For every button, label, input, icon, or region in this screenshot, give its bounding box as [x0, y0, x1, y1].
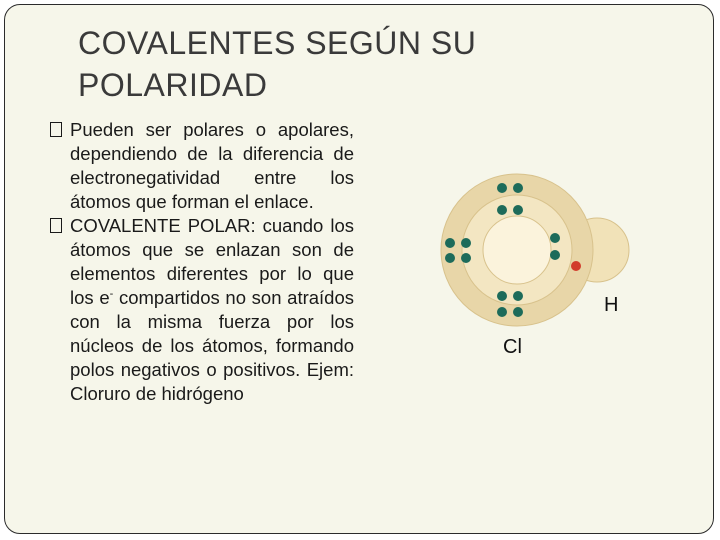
electron-dot [497, 307, 507, 317]
title-line-1: COVALENTES SEGÚN SU [78, 25, 477, 61]
hydrogen-label: H [604, 294, 619, 316]
electron-dot [497, 183, 507, 193]
bullet-marker-icon [50, 218, 62, 233]
hydrogen-electron-dot [571, 261, 581, 271]
electron-charge-superscript: - [109, 287, 114, 300]
bullet-item [48, 118, 354, 214]
electron-dot [513, 205, 523, 215]
bullet-item [48, 214, 354, 406]
electron-dot [513, 291, 523, 301]
electron-dot [461, 238, 471, 248]
hcl-lewis-diagram [432, 160, 632, 330]
chlorine-label: Cl [503, 336, 522, 358]
electron-dot [445, 253, 455, 263]
bullet-term: COVALENTE POLAR [70, 215, 251, 236]
chlorine-inner-shell [483, 216, 551, 284]
electron-dot [550, 250, 560, 260]
electron-dot [461, 253, 471, 263]
slide-title [78, 22, 598, 106]
bullet-text-continued: compartidos no son atraídos con la misma fuerza por los núcleos de los átomos, formando polos negativos o positivos. [70, 287, 355, 380]
electron-dot [497, 291, 507, 301]
electron-dot [445, 238, 455, 248]
electron-dot [497, 205, 507, 215]
bullet-list [48, 118, 354, 406]
bullet-example: Ejem: Cloruro de hidrógeno [70, 359, 354, 404]
title-line-2: POLARIDAD [78, 67, 268, 103]
bullet-marker-icon [50, 122, 62, 137]
electron-dot [550, 233, 560, 243]
bullet-text: Pueden ser polares o apolares, dependiendo de la diferencia de electronegatividad entre los átomos que forman el enlace. [70, 119, 354, 212]
electron-dot [513, 183, 523, 193]
bullet-colon: : [250, 215, 256, 236]
bullet-text: cuando los átomos que se enlazan son de elementos diferentes por lo que los e [70, 215, 355, 308]
electron-dot [513, 307, 523, 317]
